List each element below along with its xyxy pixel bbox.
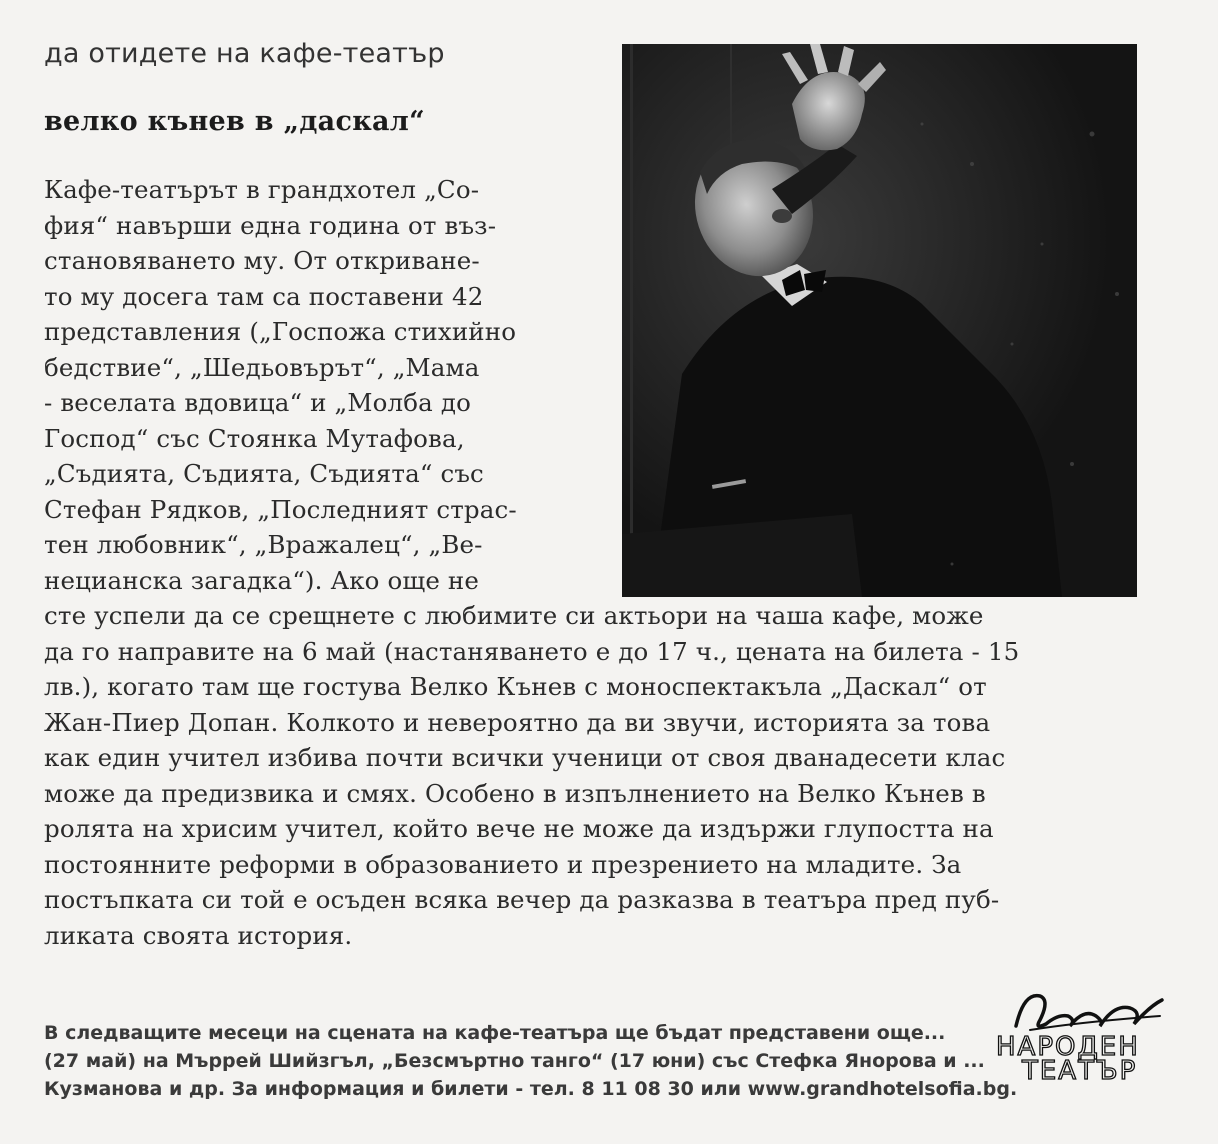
body-line: лв.), когато там ще гостува Велко Кънев с моноспектакъла „Даскал“ от — [44, 672, 987, 701]
footer-line: Кузманова и др. За информация и билети - тел. 8 11 08 30 или www.grandhotelsofia.bg. — [44, 1078, 1018, 1100]
body-line: становяването му. От откриване- — [44, 246, 480, 275]
body-line: тен любовник“, „Вражалец“, „Ве- — [44, 530, 483, 559]
article-body — [44, 172, 1144, 953]
national-theatre-logo — [994, 986, 1174, 1096]
body-line: Стефан Рядков, „Последният страс- — [44, 494, 517, 524]
body-line: постъпката си той е осъден всяка вечер да разказва в театъра пред пуб- — [44, 885, 1000, 914]
footer-line: (27 май) на Мъррей Шийзгъл, „Безсмъртно танго“ (17 юни) със Стефка Янорова и ... — [44, 1050, 985, 1072]
body-line: - веселата вдовица“ и „Молба до — [44, 388, 471, 417]
body-line: „Съдията, Съдията, Съдията“ със — [44, 459, 484, 488]
body-line: нецианска загадка“). Ако още не — [44, 565, 480, 595]
body-line: Кафе-театърът в грандхотел „Со- — [44, 175, 480, 204]
article-footer-note — [44, 1019, 1124, 1103]
body-line: Господ“ със Стоянка Мутафова, — [44, 423, 465, 453]
body-line: постоянните реформи в образованието и презрението на младите. За — [44, 849, 962, 879]
body-line: фия“ навърши една година от въз- — [44, 210, 497, 240]
body-line: ролята на хрисим учител, който вече не може да издържи глупостта на — [44, 814, 994, 843]
body-line: представления („Госпожа стихийно — [44, 317, 517, 346]
body-line: може да предизвика и смях. Особено в изпълнението на Велко Кънев в — [44, 778, 986, 808]
body-line: как един учител избива почти всички ученици от своя дванадесети клас — [44, 743, 1006, 772]
article-headline: велко кънев в „даскал“ — [44, 106, 425, 137]
footer-line: В следващите месеци на сцената на кафе-театъра ще бъдат представени още... — [44, 1022, 946, 1044]
body-line: сте успели да се срещнете с любимите си актьори на чаша кафе, може — [44, 601, 984, 630]
body-line: ликата своята история. — [44, 920, 353, 950]
body-line: бедствие“, „Шедьовърът“, „Мама — [44, 352, 480, 382]
logo-line-teatar: ТЕАТЪР — [1022, 1056, 1138, 1086]
body-line: Жан-Пиер Допан. Колкото и невероятно да ви звучи, историята за това — [44, 707, 991, 737]
signature-icon — [1010, 986, 1170, 1034]
body-line: то му досега там са поставени 42 — [44, 281, 484, 311]
body-line: да го направите на 6 май (настаняването е до 17 ч., цената на билета - 15 — [44, 636, 1020, 666]
logo-line-narodan: НАРОДЕН — [996, 1032, 1140, 1062]
article-kicker: да отидете на кафе-театър — [44, 38, 445, 69]
